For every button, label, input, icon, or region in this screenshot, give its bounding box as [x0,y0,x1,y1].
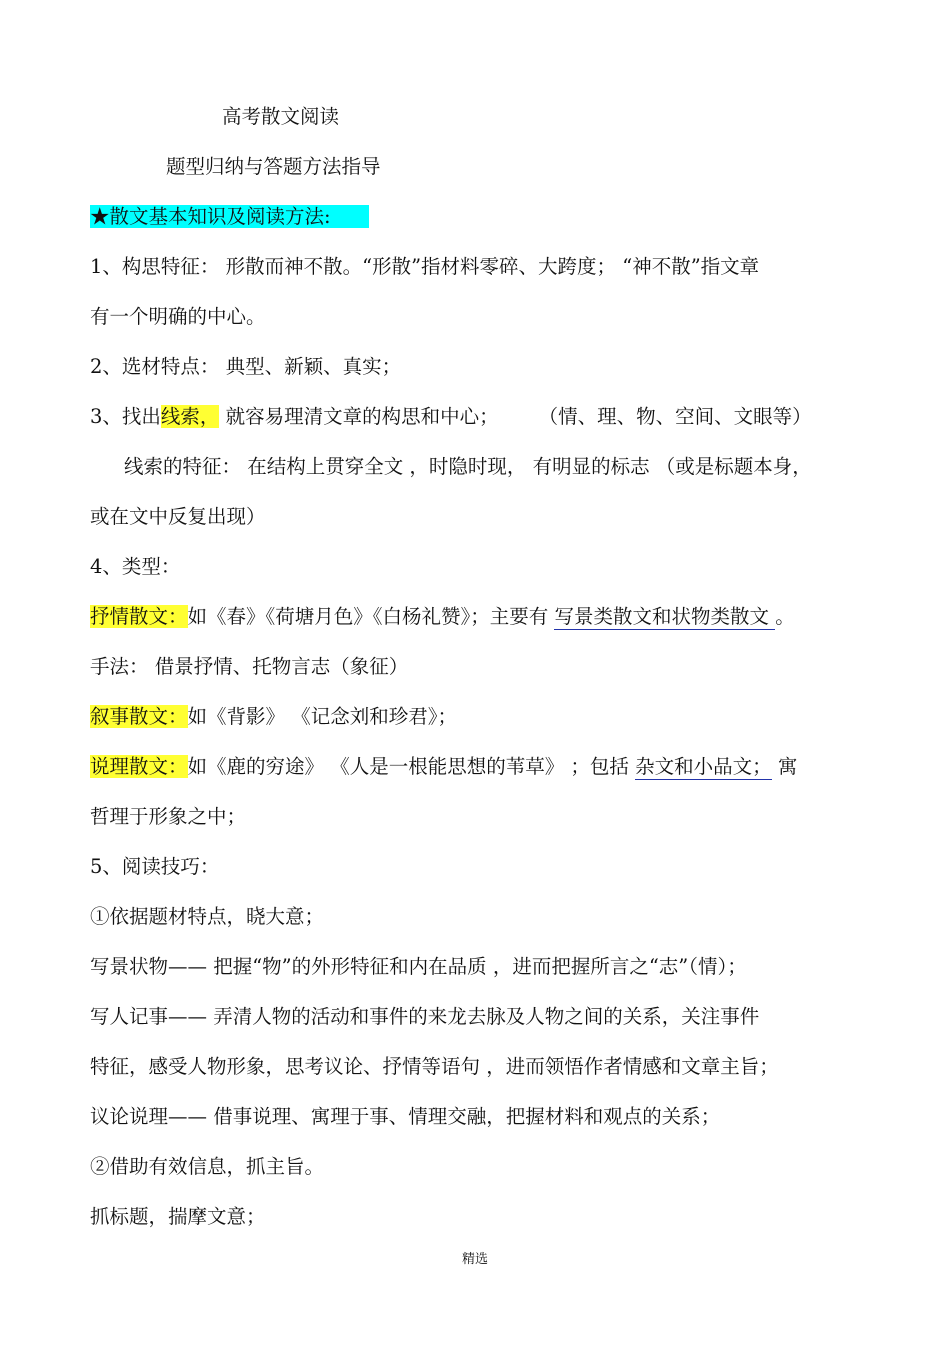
expository-line [90,754,870,780]
lyric-underline: 写景类散文和状物类散文 [554,605,776,628]
lyric-end: 。 [775,605,795,628]
tip-1-d: 议论说理—— 借事说理、寓理于事、情理交融，把握材料和观点的关系； [90,1105,721,1128]
para-3-paren: （情、理、物、空间、文眼等） [538,405,812,428]
para-4: 4、类型： [90,555,181,578]
lyric-label: 抒情散文： [90,605,188,628]
page-footer: 精选 [461,1252,488,1267]
narrative-line [90,704,870,730]
para-2: 2、选材特点： 典型、新颖、真实； [90,355,402,378]
para-1a: 1、构思特征： 形散而神不散。“形散”指材料零碎、大跨度； “神不散”指文章 [90,255,760,278]
expository-line-b: 哲理于形象之中； [90,805,247,828]
tip-1-c: 特征，感受人物形象，思考议论、抒情等语句 ，进而领悟作者情感和文章主旨； [90,1055,779,1078]
tip-1-a: 写景状物—— 把握“物”的外形特征和内在品质 ，进而把握所言之“志”（情）； [90,955,747,978]
expository-text: 如《鹿的穷途》 《人是一根能思想的苇草》 ；包括 [187,755,629,778]
expository-label: 说理散文： [90,755,188,778]
tip-2-a: 抓标题，揣摩文意； [90,1205,266,1228]
clue-highlight: 线索， [160,405,220,428]
lyric-method: 手法： 借景抒情、托物言志（象征） [90,655,409,678]
section-heading: ★散文基本知识及阅读方法: [90,205,369,228]
expository-end: 寓 [777,755,798,778]
document-title: 高考散文阅读 [222,105,340,128]
para-3-prefix: 3、找出 [90,405,161,428]
para-3b: 线索的特征： 在结构上贯穿全文 ，时隐时现， 有明显的标志 （或是标题本身， [124,455,812,478]
para-3-text: 就容易理清文章的构思和中心； [219,405,499,428]
lyric-line [90,604,870,630]
para-5: 5、阅读技巧： [90,855,220,878]
narrative-text: 如《背影》 《记念刘和珍君》； [187,705,457,728]
section-heading-line [90,204,870,230]
para-1b: 有一个明确的中心。 [90,305,266,328]
tip-1: ①依据题材特点，晓大意； [90,905,325,928]
narrative-label: 叙事散文： [90,705,188,728]
tip-1-b: 写人记事—— 弄清人物的活动和事件的来龙去脉及人物之间的关系，关注事件 [90,1005,760,1028]
document-subtitle: 题型归纳与答题方法指导 [166,155,381,178]
para-3 [90,404,870,430]
para-3c: 或在文中反复出现） [90,505,266,528]
lyric-text: 如《春》《荷塘月色》《白杨礼赞》；主要有 [187,605,549,628]
tip-2: ②借助有效信息，抓主旨。 [90,1155,325,1178]
expository-underline: 杂文和小品文； [635,755,772,778]
